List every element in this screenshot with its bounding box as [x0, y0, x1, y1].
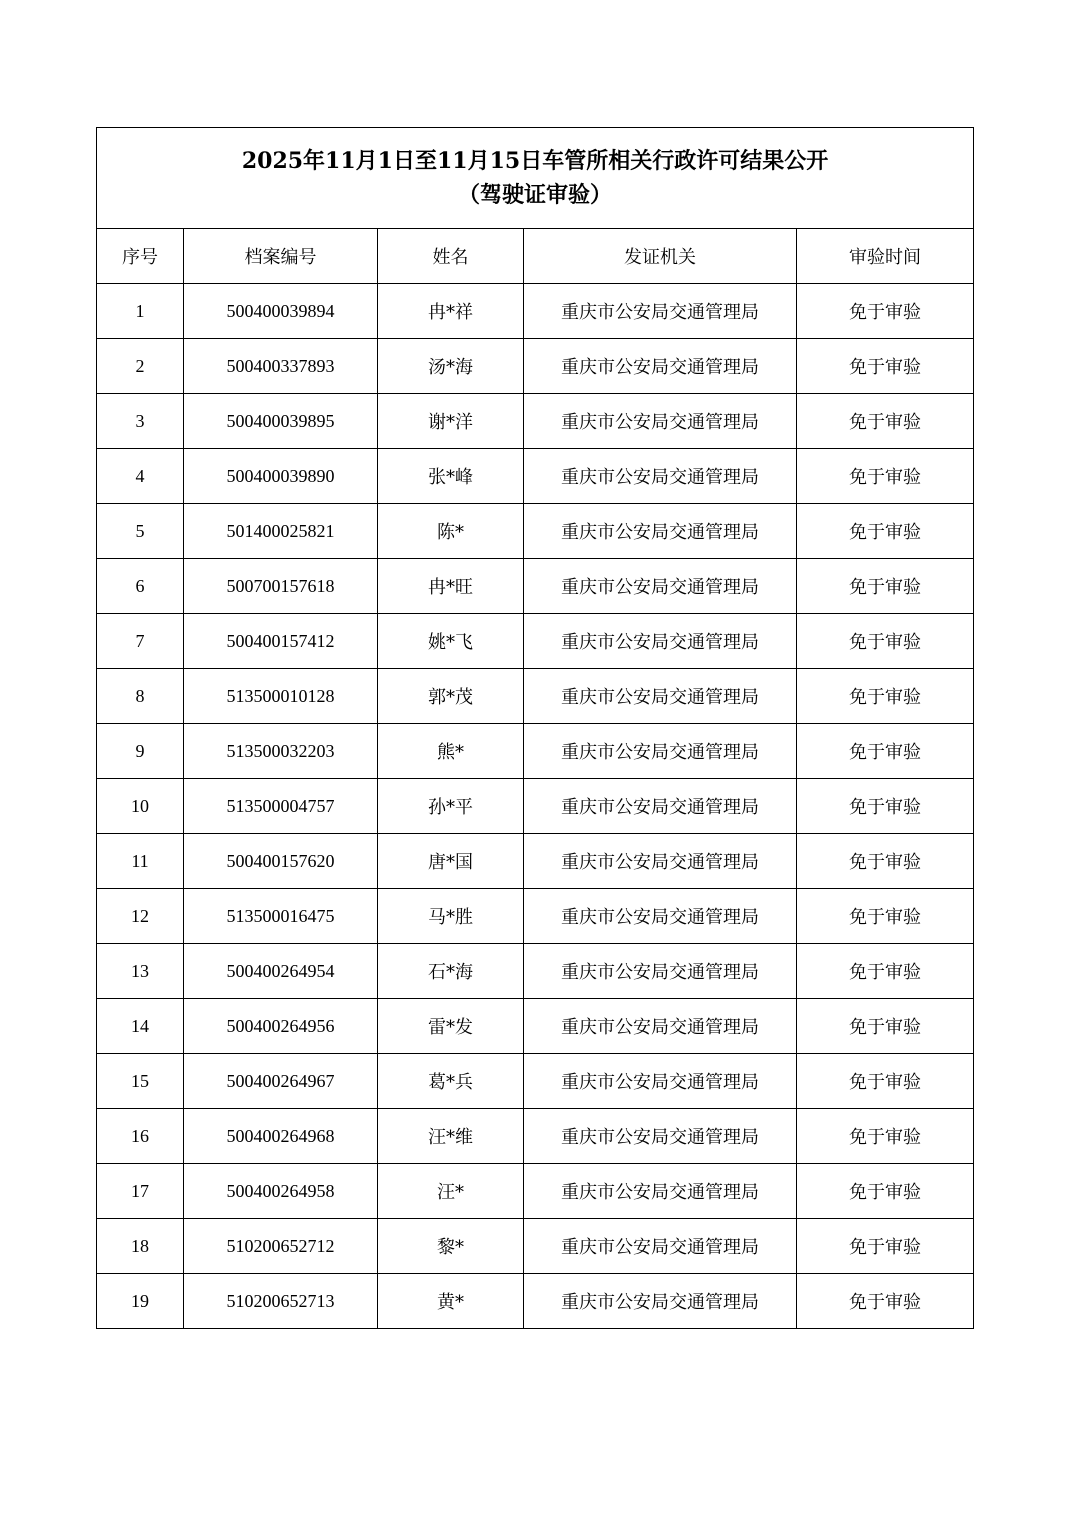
- issuing-authority-cell: 重庆市公安局交通管理局: [524, 1164, 797, 1219]
- review-time-cell: 免于审验: [797, 559, 974, 614]
- column-header-file-number: 档案编号: [184, 229, 378, 284]
- person-name-cell: 姚*飞: [378, 614, 524, 669]
- row-index-cell: 3: [97, 394, 184, 449]
- table-row: [97, 999, 974, 1054]
- issuing-authority-cell: 重庆市公安局交通管理局: [524, 1109, 797, 1164]
- file-number-cell: 500400264958: [184, 1164, 378, 1219]
- person-name-cell: 石*海: [378, 944, 524, 999]
- column-header-issuing-authority: 发证机关: [524, 229, 797, 284]
- table-body: [97, 284, 974, 1329]
- row-index-cell: 11: [97, 834, 184, 889]
- column-header-index: 序号: [97, 229, 184, 284]
- row-index-cell: 12: [97, 889, 184, 944]
- person-name-cell: 冉*旺: [378, 559, 524, 614]
- person-name-cell: 唐*国: [378, 834, 524, 889]
- column-header-review-time: 审验时间: [797, 229, 974, 284]
- file-number-cell: 500400157620: [184, 834, 378, 889]
- file-number-cell: 500400264968: [184, 1109, 378, 1164]
- table-row: [97, 614, 974, 669]
- table-row: [97, 1274, 974, 1329]
- issuing-authority-cell: 重庆市公安局交通管理局: [524, 1274, 797, 1329]
- file-number-cell: 513500032203: [184, 724, 378, 779]
- review-time-cell: 免于审验: [797, 1164, 974, 1219]
- file-number-cell: 513500010128: [184, 669, 378, 724]
- table-row: [97, 1164, 974, 1219]
- review-time-cell: 免于审验: [797, 1054, 974, 1109]
- person-name-cell: 熊*: [378, 724, 524, 779]
- person-name-cell: 郭*茂: [378, 669, 524, 724]
- row-index-cell: 5: [97, 504, 184, 559]
- row-index-cell: 13: [97, 944, 184, 999]
- file-number-cell: 500400264967: [184, 1054, 378, 1109]
- person-name-cell: 陈*: [378, 504, 524, 559]
- review-time-cell: 免于审验: [797, 1274, 974, 1329]
- person-name-cell: 黎*: [378, 1219, 524, 1274]
- person-name-cell: 谢*洋: [378, 394, 524, 449]
- issuing-authority-cell: 重庆市公安局交通管理局: [524, 779, 797, 834]
- review-time-cell: 免于审验: [797, 779, 974, 834]
- table-title-cell: [97, 128, 974, 229]
- table-row: [97, 889, 974, 944]
- person-name-cell: 张*峰: [378, 449, 524, 504]
- issuing-authority-cell: 重庆市公安局交通管理局: [524, 834, 797, 889]
- issuing-authority-cell: 重庆市公安局交通管理局: [524, 724, 797, 779]
- issuing-authority-cell: 重庆市公安局交通管理局: [524, 1219, 797, 1274]
- file-number-cell: 500400264956: [184, 999, 378, 1054]
- file-number-cell: 500400039894: [184, 284, 378, 339]
- row-index-cell: 15: [97, 1054, 184, 1109]
- person-name-cell: 汪*维: [378, 1109, 524, 1164]
- review-time-cell: 免于审验: [797, 724, 974, 779]
- issuing-authority-cell: 重庆市公安局交通管理局: [524, 999, 797, 1054]
- review-time-cell: 免于审验: [797, 394, 974, 449]
- column-header-name: 姓名: [378, 229, 524, 284]
- issuing-authority-cell: 重庆市公安局交通管理局: [524, 559, 797, 614]
- table-row: [97, 1109, 974, 1164]
- file-number-cell: 500400039895: [184, 394, 378, 449]
- table-row: [97, 1054, 974, 1109]
- table-row: [97, 944, 974, 999]
- results-table: [96, 127, 974, 1329]
- review-time-cell: 免于审验: [797, 339, 974, 394]
- issuing-authority-cell: 重庆市公安局交通管理局: [524, 339, 797, 394]
- issuing-authority-cell: 重庆市公安局交通管理局: [524, 1054, 797, 1109]
- issuing-authority-cell: 重庆市公安局交通管理局: [524, 504, 797, 559]
- table-row: [97, 449, 974, 504]
- file-number-cell: 500400264954: [184, 944, 378, 999]
- person-name-cell: 汪*: [378, 1164, 524, 1219]
- table-row: [97, 1219, 974, 1274]
- person-name-cell: 黄*: [378, 1274, 524, 1329]
- file-number-cell: 500400337893: [184, 339, 378, 394]
- file-number-cell: 500400157412: [184, 614, 378, 669]
- row-index-cell: 2: [97, 339, 184, 394]
- file-number-cell: 510200652713: [184, 1274, 378, 1329]
- review-time-cell: 免于审验: [797, 669, 974, 724]
- person-name-cell: 汤*海: [378, 339, 524, 394]
- row-index-cell: 6: [97, 559, 184, 614]
- person-name-cell: 马*胜: [378, 889, 524, 944]
- issuing-authority-cell: 重庆市公安局交通管理局: [524, 889, 797, 944]
- document-subtitle: （驾驶证审验）: [458, 182, 613, 208]
- table-row: [97, 779, 974, 834]
- file-number-cell: 501400025821: [184, 504, 378, 559]
- row-index-cell: 17: [97, 1164, 184, 1219]
- file-number-cell: 500400039890: [184, 449, 378, 504]
- person-name-cell: 葛*兵: [378, 1054, 524, 1109]
- file-number-cell: 500700157618: [184, 559, 378, 614]
- issuing-authority-cell: 重庆市公安局交通管理局: [524, 394, 797, 449]
- person-name-cell: 冉*祥: [378, 284, 524, 339]
- row-index-cell: 9: [97, 724, 184, 779]
- issuing-authority-cell: 重庆市公安局交通管理局: [524, 284, 797, 339]
- file-number-cell: 510200652712: [184, 1219, 378, 1274]
- row-index-cell: 14: [97, 999, 184, 1054]
- person-name-cell: 雷*发: [378, 999, 524, 1054]
- file-number-cell: 513500004757: [184, 779, 378, 834]
- table-row: [97, 284, 974, 339]
- issuing-authority-cell: 重庆市公安局交通管理局: [524, 614, 797, 669]
- row-index-cell: 18: [97, 1219, 184, 1274]
- table-row: [97, 669, 974, 724]
- row-index-cell: 7: [97, 614, 184, 669]
- review-time-cell: 免于审验: [797, 1109, 974, 1164]
- table-row: [97, 724, 974, 779]
- review-time-cell: 免于审验: [797, 449, 974, 504]
- issuing-authority-cell: 重庆市公安局交通管理局: [524, 944, 797, 999]
- table-row: [97, 559, 974, 614]
- table-row: [97, 394, 974, 449]
- person-name-cell: 孙*平: [378, 779, 524, 834]
- row-index-cell: 8: [97, 669, 184, 724]
- row-index-cell: 1: [97, 284, 184, 339]
- issuing-authority-cell: 重庆市公安局交通管理局: [524, 449, 797, 504]
- review-time-cell: 免于审验: [797, 504, 974, 559]
- row-index-cell: 4: [97, 449, 184, 504]
- table-header-row: [97, 229, 974, 284]
- table-row: [97, 504, 974, 559]
- review-time-cell: 免于审验: [797, 614, 974, 669]
- review-time-cell: 免于审验: [797, 1219, 974, 1274]
- review-time-cell: 免于审验: [797, 834, 974, 889]
- row-index-cell: 10: [97, 779, 184, 834]
- review-time-cell: 免于审验: [797, 889, 974, 944]
- review-time-cell: 免于审验: [797, 284, 974, 339]
- review-time-cell: 免于审验: [797, 944, 974, 999]
- table-row: [97, 834, 974, 889]
- row-index-cell: 16: [97, 1109, 184, 1164]
- file-number-cell: 513500016475: [184, 889, 378, 944]
- issuing-authority-cell: 重庆市公安局交通管理局: [524, 669, 797, 724]
- document-title: 2025年11月1日至11月15日车管所相关行政许可结果公开: [241, 148, 829, 174]
- table-row: [97, 339, 974, 394]
- review-time-cell: 免于审验: [797, 999, 974, 1054]
- row-index-cell: 19: [97, 1274, 184, 1329]
